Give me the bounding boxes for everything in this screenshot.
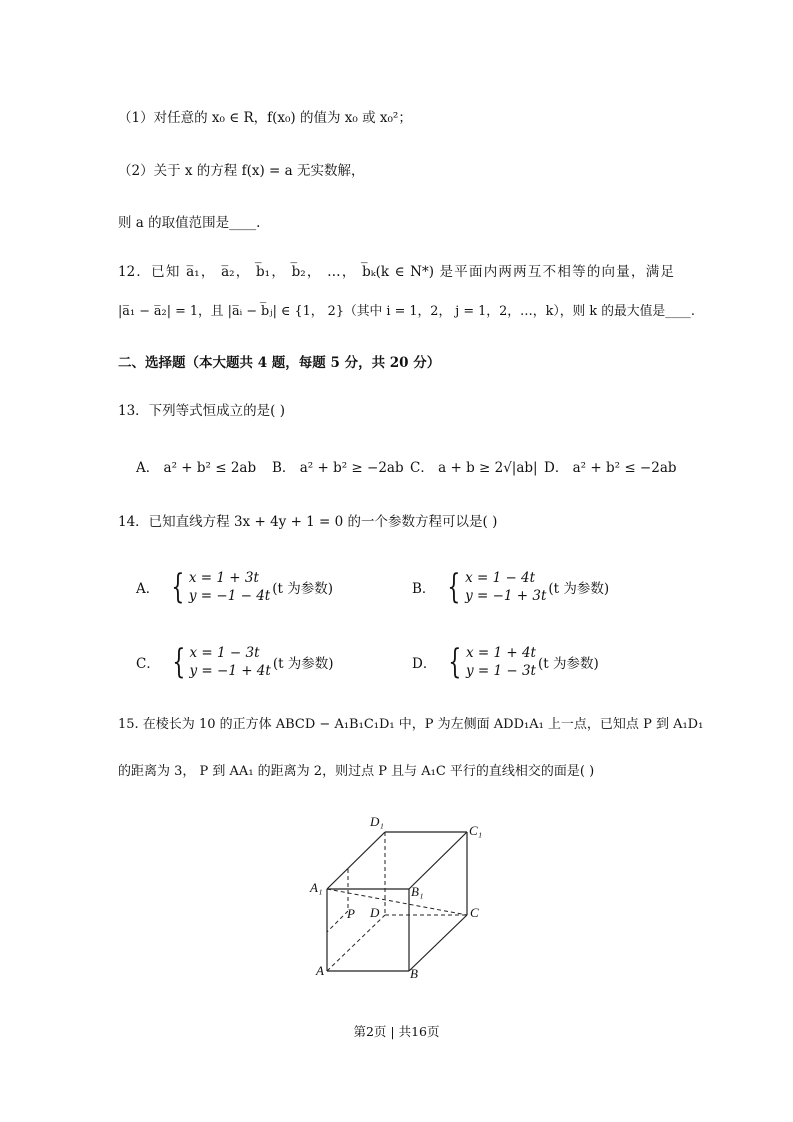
- label-c: C: [470, 905, 479, 920]
- brace-icon: {: [448, 642, 462, 682]
- q15-line-1: 15. 在棱长为 10 的正方体 ABCD − A₁B₁C₁D₁ 中，P 为左侧面 ADD₁A₁ 上一点，已知点 P 到 A₁D₁: [118, 717, 704, 732]
- label-p: P: [347, 906, 355, 921]
- q13-option-c: C． a + b ≥ 2√|ab|: [410, 460, 538, 476]
- x-equation: x = 1 + 4t: [465, 645, 536, 661]
- q14-stem: 14．已知直线方程 3x + 4y + 1 = 0 的一个参数方程可以是( ): [118, 514, 498, 530]
- label-d1: D₁: [370, 814, 384, 829]
- edge-b1-c1: [409, 832, 467, 889]
- label-c1: C₁: [469, 823, 483, 838]
- label-a: A: [316, 963, 324, 978]
- brace-icon: {: [172, 642, 186, 682]
- q13-option-d: D． a² + b² ≤ −2ab: [544, 460, 677, 476]
- q11-question: 则 a 的取值范围是____.: [118, 215, 261, 231]
- x-equation: x = 1 + 3t: [188, 570, 259, 586]
- edge-a1-d1: [327, 832, 385, 889]
- label-b: B: [410, 966, 418, 981]
- option-label: D．: [412, 656, 437, 672]
- parameter-note: (t 为参数): [548, 581, 610, 597]
- q13-option-b: B． a² + b² ≥ −2ab: [272, 460, 404, 476]
- p-projection: [327, 911, 348, 932]
- section-heading: 二、选择题（本大题共 4 题，每题 5 分，共 20 分）: [118, 355, 441, 371]
- q12-line-2: |a̅₁ − a̅₂| = 1，且 |a̅ᵢ − b̅ⱼ| ∈ {1， 2}（其中 i = 1，2， j = 1，2，…，k），则 k 的最大值是____.: [118, 304, 695, 319]
- option-label: B．: [412, 581, 436, 597]
- q13-stem: 13．下列等式恒成立的是( ): [118, 403, 286, 419]
- y-equation: y = 1 − 3t: [465, 663, 536, 679]
- label-b1: B₁: [411, 884, 424, 899]
- brace-icon: {: [447, 567, 461, 607]
- parameter-note: (t 为参数): [272, 581, 333, 597]
- q13-option-a: A． a² + b² ≤ 2ab: [136, 460, 257, 476]
- y-equation: y = −1 − 4t: [188, 588, 271, 604]
- x-equation: x = 1 − 3t: [189, 645, 260, 661]
- q11-condition-2: （2）关于 x 的方程 f(x) = a 无实数解，: [118, 163, 365, 179]
- label-d: D: [370, 905, 380, 920]
- y-equation: y = −1 + 4t: [189, 663, 271, 679]
- brace-icon: {: [171, 567, 185, 607]
- option-label: A．: [136, 581, 160, 597]
- page-footer: 第2页 | 共16页: [353, 1024, 440, 1039]
- x-equation: x = 1 − 4t: [465, 570, 536, 586]
- q12-line-1: 12．已知 a̅₁， a̅₂， b̅₁， b̅₂， …， b̅ₖ(k ∈ N*) 是平面内两两互不相等的向量，满足: [118, 264, 674, 280]
- edge-b-c: [409, 915, 467, 971]
- option-label: C．: [136, 656, 160, 672]
- y-equation: y = −1 + 3t: [465, 588, 547, 604]
- q11-condition-1: （1）对任意的 x₀ ∈ R，f(x₀) 的值为 x₀ 或 x₀²；: [118, 110, 412, 126]
- parameter-note: (t 为参数): [538, 656, 599, 672]
- label-a1: A₁: [310, 880, 323, 895]
- q15-line-2: 的距离为 3， P 到 AA₁ 的距离为 2，则过点 P 且与 A₁C 平行的直线相交的面是( ): [118, 764, 595, 779]
- parameter-note: (t 为参数): [272, 656, 334, 672]
